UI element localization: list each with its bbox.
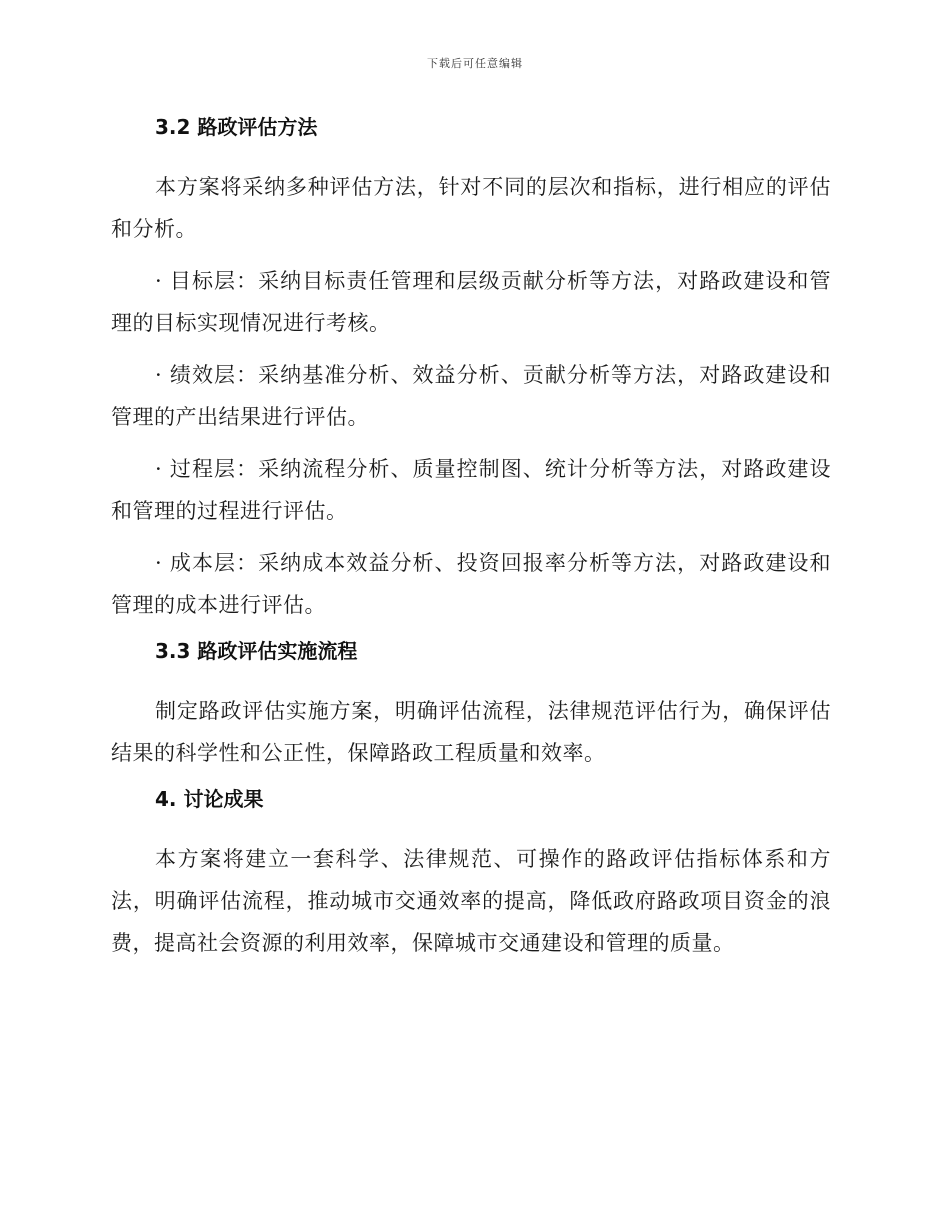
paragraph-process-layer: · 过程层：采纳流程分析、质量控制图、统计分析等方法，对路政建设和管理的过程进行评估。 <box>111 457 831 523</box>
section-heading-4: 4. 讨论成果 <box>155 787 264 811</box>
page-header-note: 下载后可任意编辑 <box>427 57 523 70</box>
section-heading-3-3: 3.3 路政评估实施流程 <box>155 639 358 663</box>
paragraph-performance-layer: · 绩效层：采纳基准分析、效益分析、贡献分析等方法，对路政建设和管理的产出结果进行评估。 <box>111 363 831 429</box>
paragraph-cost-layer: · 成本层：采纳成本效益分析、投资回报率分析等方法，对路政建设和管理的成本进行评估。 <box>111 551 831 617</box>
document-body <box>111 112 831 974</box>
section-heading-3-2: 3.2 路政评估方法 <box>155 115 318 139</box>
paragraph-results: 本方案将建立一套科学、法律规范、可操作的路政评估指标体系和方法，明确评估流程，推动城市交通效率的提高，降低政府路政项目资金的浪费，提高社会资源的利用效率，保障城市交通建设和管理的质量。 <box>111 847 831 955</box>
paragraph-implementation: 制定路政评估实施方案，明确评估流程，法律规范评估行为，确保评估结果的科学性和公正性，保障路政工程质量和效率。 <box>111 699 831 765</box>
paragraph-target-layer: · 目标层：采纳目标责任管理和层级贡献分析等方法，对路政建设和管理的目标实现情况进行考核。 <box>111 269 831 335</box>
paragraph-intro: 本方案将采纳多种评估方法，针对不同的层次和指标，进行相应的评估和分析。 <box>111 175 831 241</box>
